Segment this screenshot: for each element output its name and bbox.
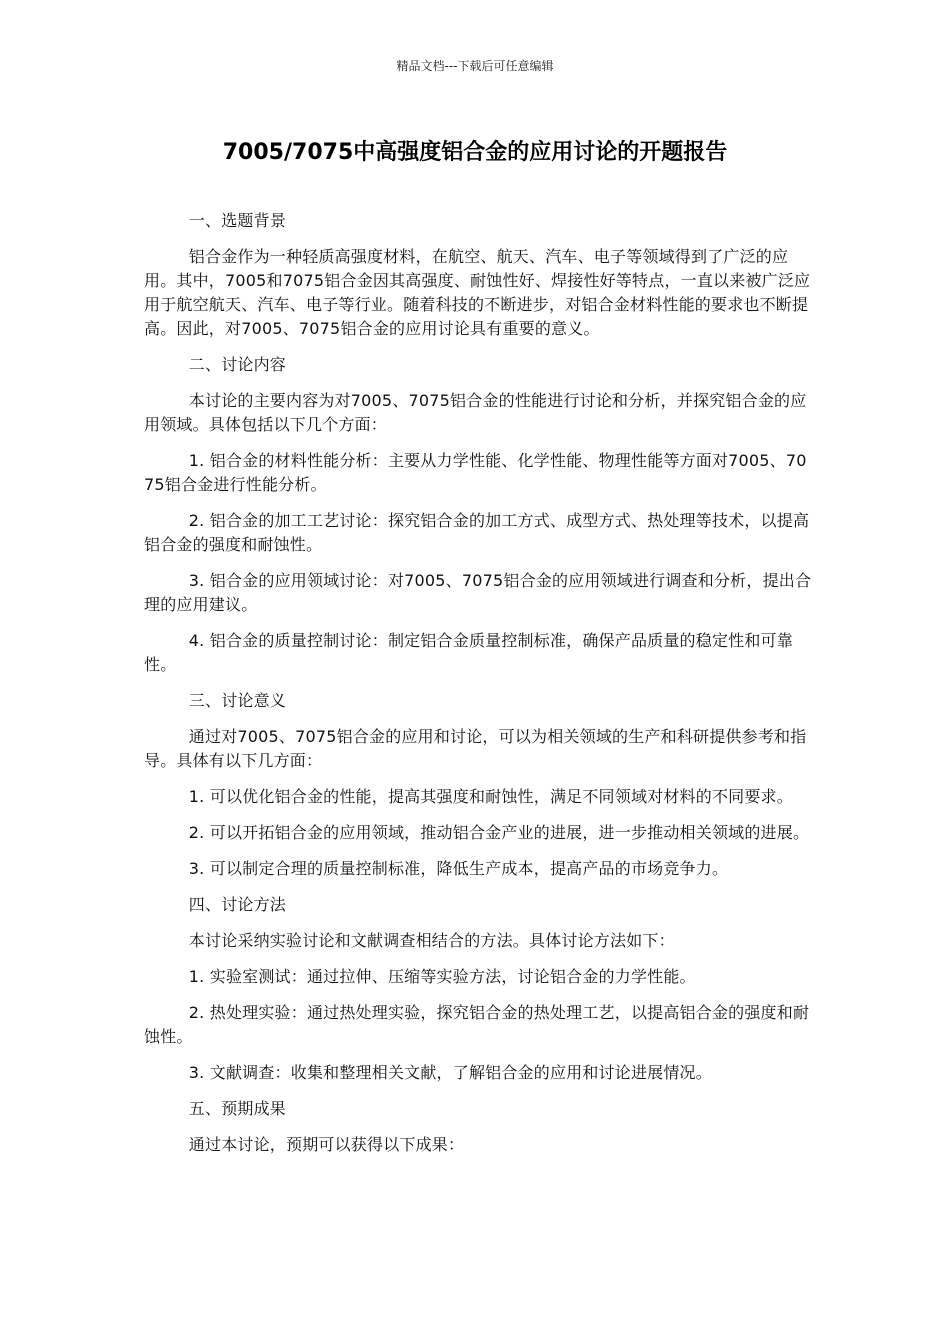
- list-item-content-4: 4. 铝合金的质量控制讨论：制定铝合金质量控制标准，确保产品质量的稳定性和可靠性。: [144, 631, 793, 674]
- section-heading-content: 二、讨论内容: [188, 355, 286, 374]
- list-item-significance-1: 1. 可以优化铝合金的性能，提高其强度和耐蚀性，满足不同领域对材料的不同要求。: [188, 787, 793, 806]
- list-item-content-2: 2. 铝合金的加工工艺讨论：探究铝合金的加工方式、成型方式、热处理等技术，以提高铝合金的强度和耐蚀性。: [144, 511, 810, 554]
- list-item-content-3: 3. 铝合金的应用领域讨论：对7005、7075铝合金的应用领域进行调查和分析，提出合理的应用建议。: [144, 571, 812, 614]
- section-heading-method: 四、讨论方法: [188, 895, 286, 914]
- section-heading-background: 一、选题背景: [188, 211, 286, 230]
- document-title: 7005/7075中高强度铝合金的应用讨论的开题报告: [222, 140, 728, 165]
- list-item-significance-3: 3. 可以制定合理的质量控制标准，降低生产成本，提高产品的市场竞争力。: [188, 859, 729, 878]
- paragraph-background: 铝合金作为一种轻质高强度材料，在航空、航天、汽车、电子等领域得到了广泛的应用。其中，7005和7075铝合金因其高强度、耐蚀性好、焊接性好等特点，一直以来被广泛应用于航空航天、汽车、电子等行业。随着科技的不断进步，对铝合金材料性能的要求也不断提高。因此，对7005、7075铝合金的应用讨论具有重要的意义。: [144, 247, 811, 338]
- section-heading-significance: 三、讨论意义: [188, 691, 286, 710]
- paragraph-content-intro: 本讨论的主要内容为对7005、7075铝合金的性能进行讨论和分析，并探究铝合金的应用领域。具体包括以下几个方面：: [144, 391, 807, 434]
- document-body: [144, 209, 812, 1169]
- paragraph-significance-intro: 通过对7005、7075铝合金的应用和讨论，可以为相关领域的生产和科研提供参考和指导。具体有以下几方面：: [144, 727, 807, 770]
- section-heading-outcomes: 五、预期成果: [188, 1099, 286, 1118]
- list-item-method-2: 2. 热处理实验：通过热处理实验，探究铝合金的热处理工艺，以提高铝合金的强度和耐蚀性。: [144, 1003, 810, 1046]
- paragraph-method-intro: 本讨论采纳实验讨论和文献调查相结合的方法。具体讨论方法如下：: [188, 931, 675, 950]
- list-item-significance-2: 2. 可以开拓铝合金的应用领域，推动铝合金产业的进展，进一步推动相关领域的进展。: [188, 823, 810, 842]
- list-item-content-1: 1. 铝合金的材料性能分析：主要从力学性能、化学性能、物理性能等方面对7005、7075铝合金进行性能分析。: [144, 451, 807, 494]
- header-note: 精品文档---下载后可任意编辑: [396, 59, 554, 73]
- list-item-method-3: 3. 文献调查：收集和整理相关文献，了解铝合金的应用和讨论进展情况。: [188, 1063, 712, 1082]
- list-item-method-1: 1. 实验室测试：通过拉伸、压缩等实验方法，讨论铝合金的力学性能。: [188, 967, 696, 986]
- paragraph-outcomes-intro: 通过本讨论，预期可以获得以下成果：: [188, 1135, 465, 1154]
